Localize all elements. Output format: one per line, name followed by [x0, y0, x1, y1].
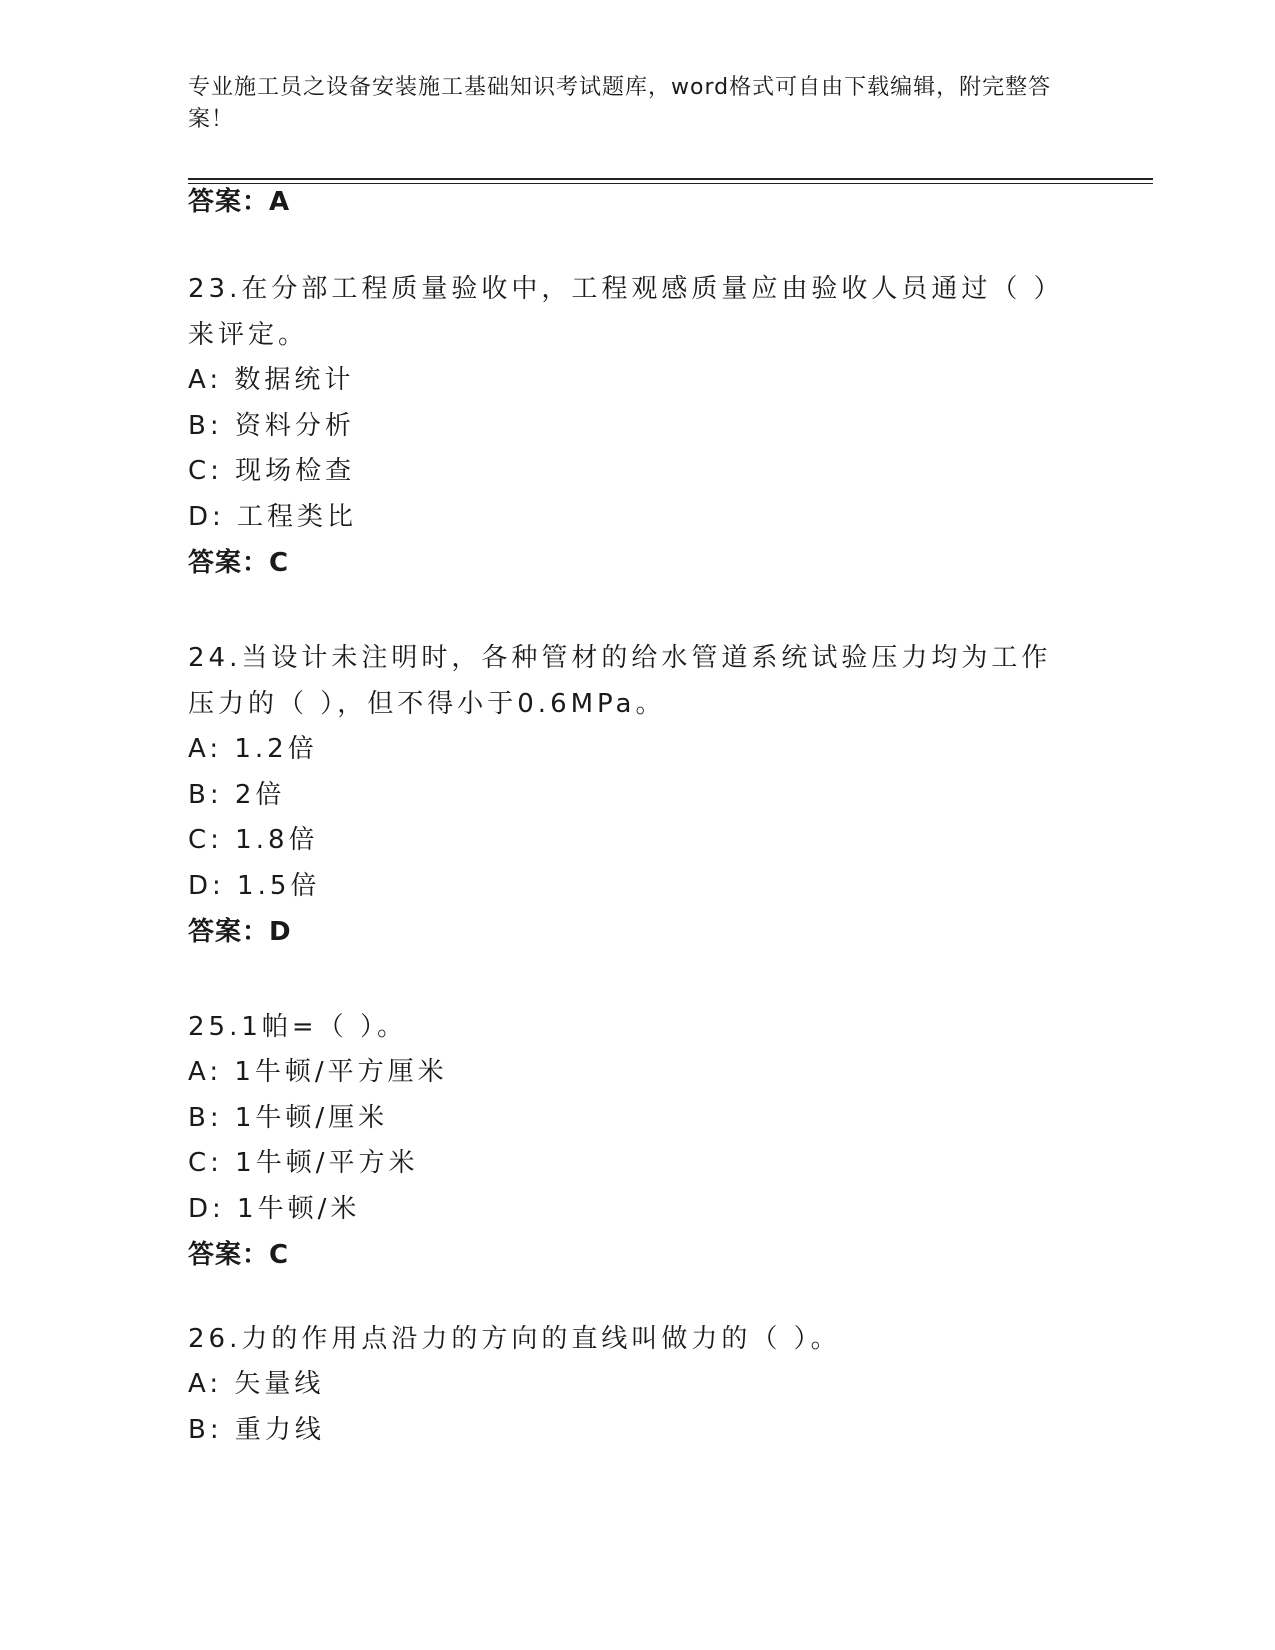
answer: 答案：D: [188, 917, 292, 947]
option-d: D: 工程类比: [188, 501, 358, 532]
answer: 答案：C: [188, 548, 290, 578]
option-c: C: 1.8倍: [188, 825, 319, 855]
option-b: B: 重力线: [188, 1414, 325, 1445]
option-c: C: 现场检查: [188, 456, 356, 486]
option-a: A: 1.2倍: [188, 734, 318, 764]
option-a: A: 1牛顿/平方厘米: [188, 1057, 448, 1087]
option-b: B: 1牛顿/厘米: [188, 1102, 389, 1133]
header-rule-thick: [188, 178, 1153, 180]
question-text: 26.力的作用点沿力的方向的直线叫做力的（ ）。: [188, 1324, 841, 1354]
option-b: B: 资料分析: [188, 410, 355, 441]
question-24: [188, 635, 1068, 955]
question-text: 25.1帕=（ ）。: [188, 1012, 407, 1042]
question-23: [188, 266, 1068, 586]
answer: 答案：C: [188, 1240, 290, 1270]
document-header: 专业施工员之设备安装施工基础知识考试题库，word格式可自由下载编辑，附完整答案！: [188, 75, 1052, 132]
question-26: [188, 1316, 1068, 1453]
previous-answer: 答案：A: [188, 187, 291, 217]
header-rule-thin: [188, 183, 1153, 184]
question-text: 23.在分部工程质量验收中，工程观感质量应由验收人员通过（ ）来评定。: [188, 274, 1064, 350]
question-text: 24.当设计未注明时，各种管材的给水管道系统试验压力均为工作压力的（ ），但不得小于0.6MPa。: [188, 643, 1052, 719]
question-25: [188, 1004, 1068, 1278]
option-d: D: 1.5倍: [188, 870, 321, 901]
option-b: B: 2倍: [188, 779, 286, 810]
option-a: A: 数据统计: [188, 365, 355, 395]
option-d: D: 1牛顿/米: [188, 1193, 361, 1224]
option-c: C: 1牛顿/平方米: [188, 1148, 419, 1178]
option-a: A: 矢量线: [188, 1369, 325, 1399]
